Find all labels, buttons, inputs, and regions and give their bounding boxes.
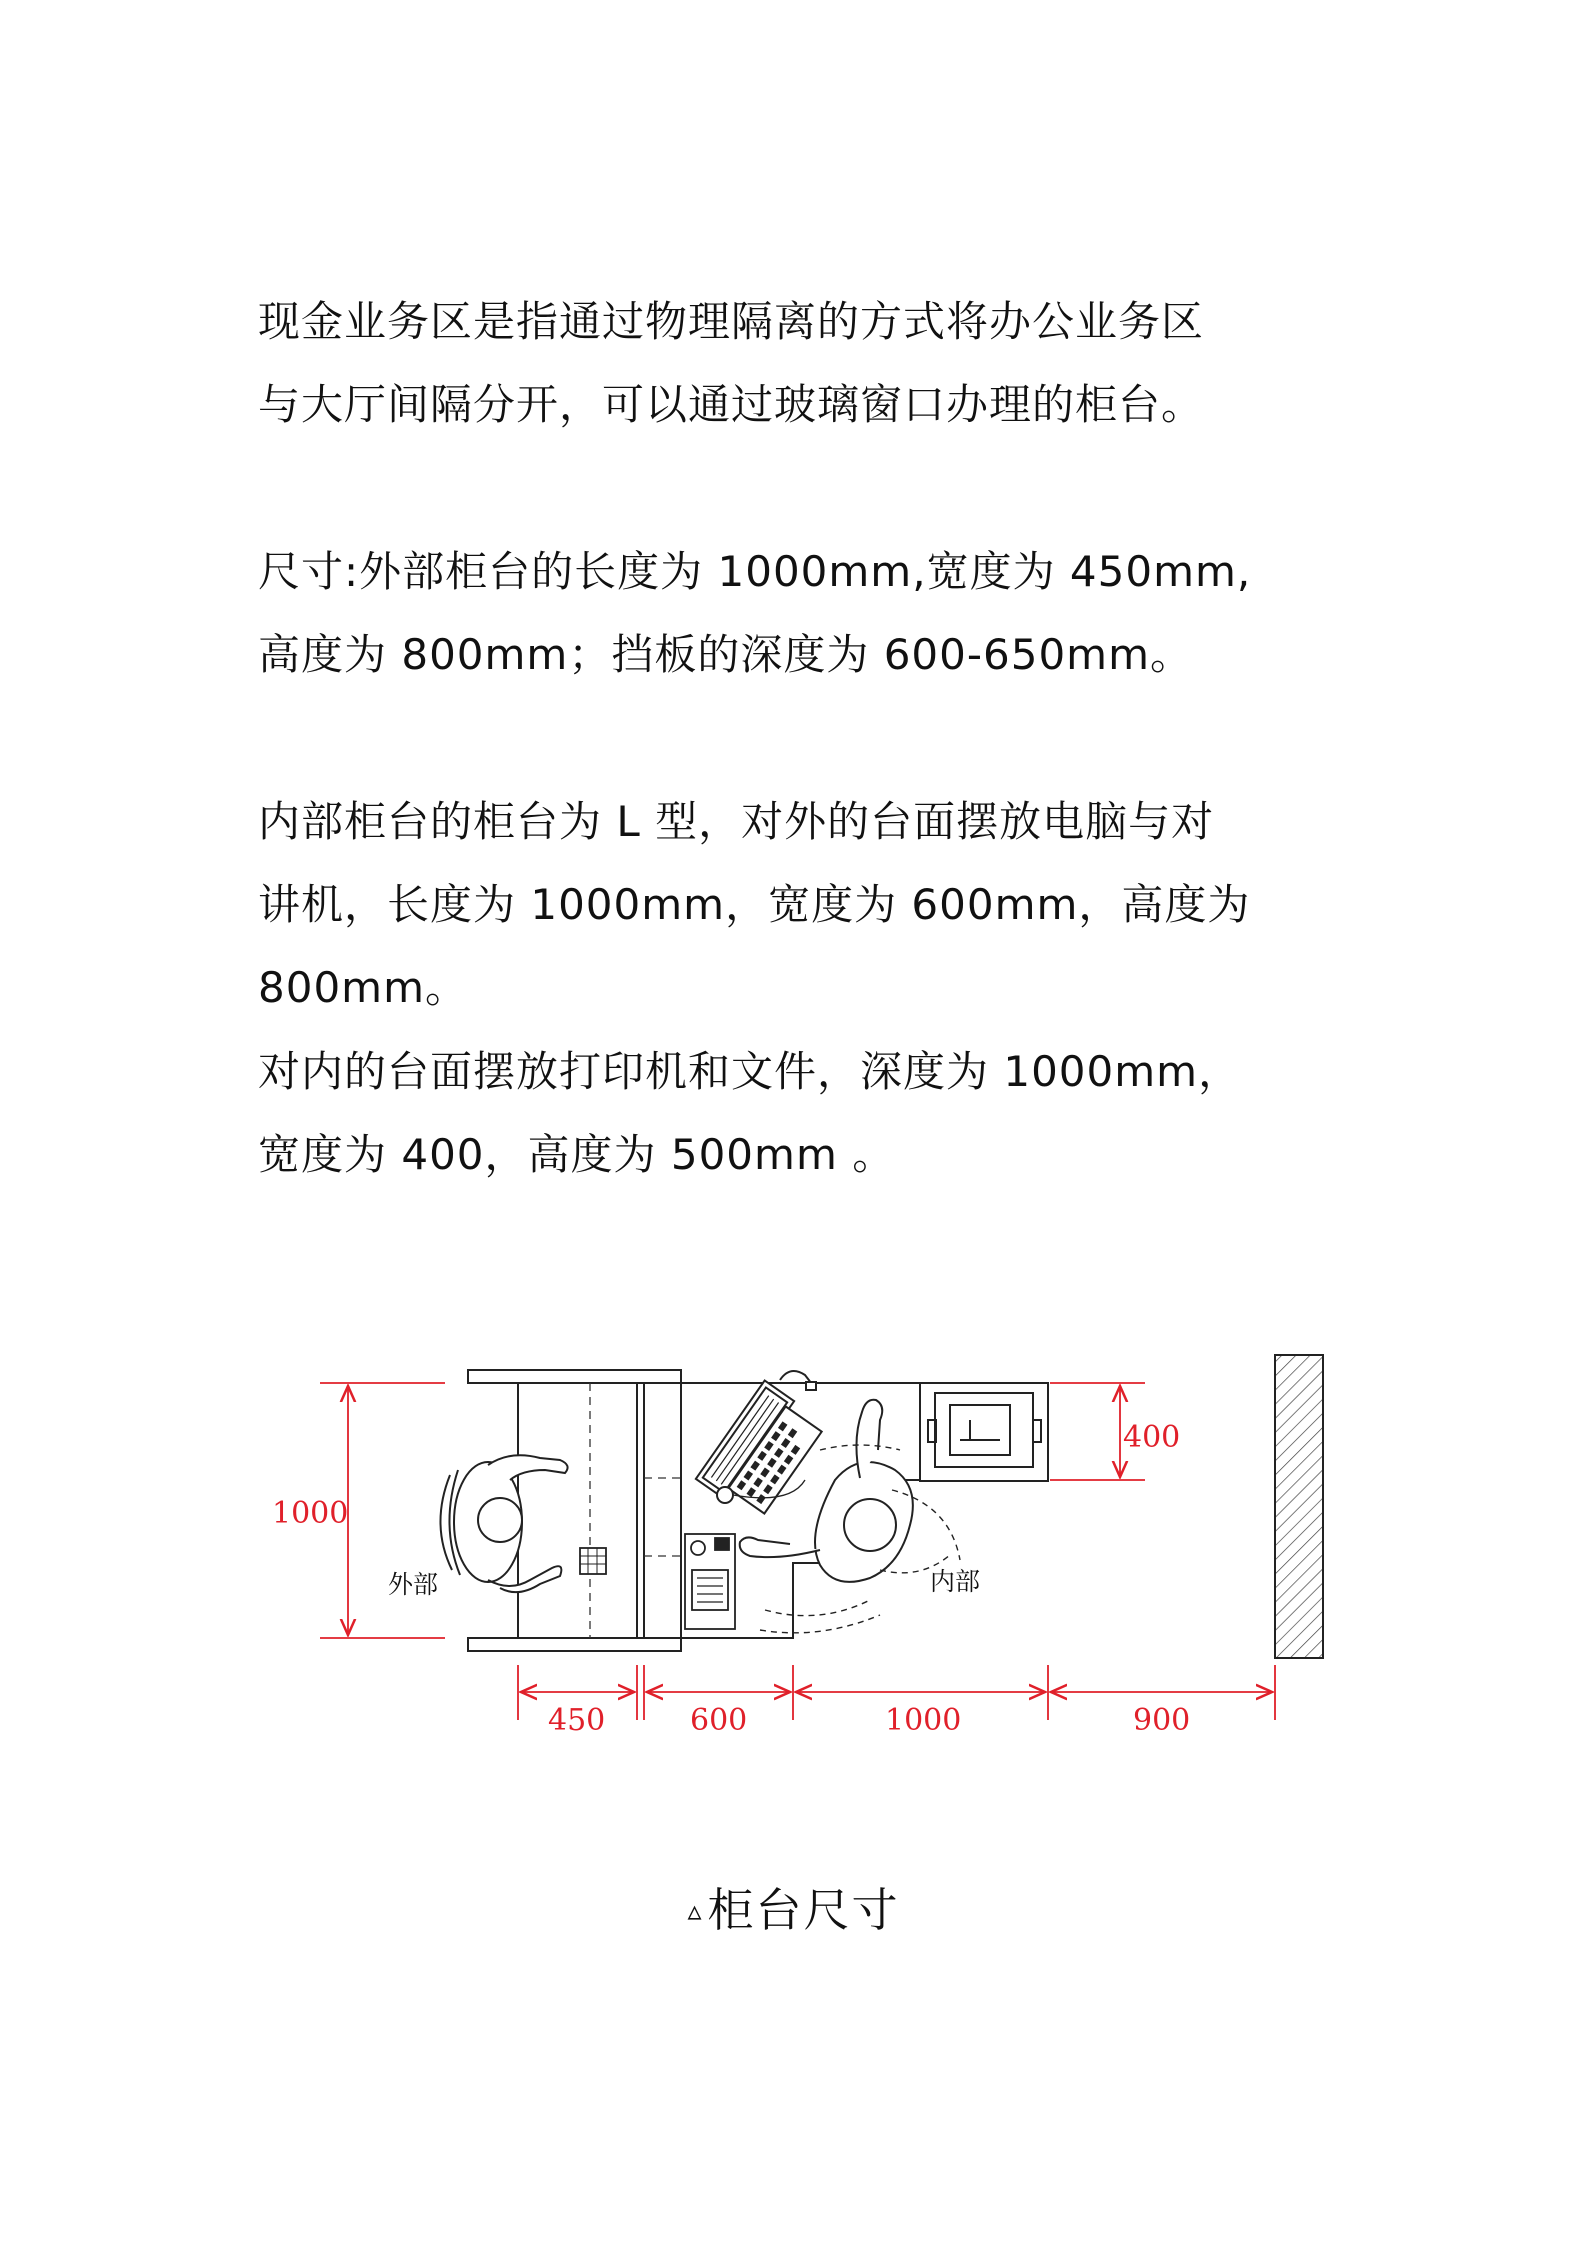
keyboard-icon [696, 1371, 822, 1514]
paragraph-line: 对内的台面摆放打印机和文件，深度为 1000mm， [258, 1047, 1242, 1096]
paragraph-line: 宽度为 400，高度为 500mm 。 [258, 1130, 896, 1179]
zone-label-outside: 外部 [388, 1570, 439, 1599]
dimension-label-inner-space: 1000 [885, 1703, 962, 1738]
triangle-icon: ▵ [687, 1894, 704, 1927]
paragraph-line: 高度为 800mm；挡板的深度为 600-650mm。 [258, 630, 1194, 679]
paragraph-inner-desk [258, 1030, 1378, 1196]
paragraph-outer-size [258, 530, 1378, 696]
wall [1275, 1355, 1323, 1658]
zone-label-inside: 内部 [930, 1567, 981, 1596]
dashed-guides [590, 1383, 681, 1638]
intercom-icon [580, 1548, 606, 1574]
figure-caption [0, 1880, 1587, 1941]
paragraph-line: 现金业务区是指通过物理隔离的方式将办公业务区 [258, 297, 1205, 346]
paragraph-line: 800mm。 [258, 963, 468, 1012]
paragraph-line: 尺寸:外部柜台的长度为 1000mm,宽度为 450mm, [258, 547, 1252, 596]
paragraph-inner-counter [258, 780, 1378, 1029]
dimension-label-aisle: 900 [1133, 1703, 1191, 1738]
caption-text: 柜台尺寸 [707, 1883, 900, 1937]
paragraph-intro [258, 280, 1378, 446]
printer-icon [685, 1534, 735, 1629]
customer-figure [440, 1455, 567, 1592]
dimension-label-outer-counter: 450 [548, 1703, 606, 1738]
dimension-label-shelf: 400 [1123, 1420, 1181, 1455]
paragraph-line: 讲机，长度为 1000mm，宽度为 600mm，高度为 [258, 880, 1251, 929]
dimension-label-depth: 1000 [272, 1496, 349, 1531]
paragraph-line: 内部柜台的柜台为 L 型，对外的台面摆放电脑与对 [258, 797, 1215, 846]
inner-shelf [920, 1383, 1048, 1481]
dimension-label-inner-counter: 600 [690, 1703, 748, 1738]
counter-floor-plan [260, 1330, 1380, 1780]
paragraph-line: 与大厅间隔分开，可以通过玻璃窗口办理的柜台。 [258, 380, 1205, 429]
